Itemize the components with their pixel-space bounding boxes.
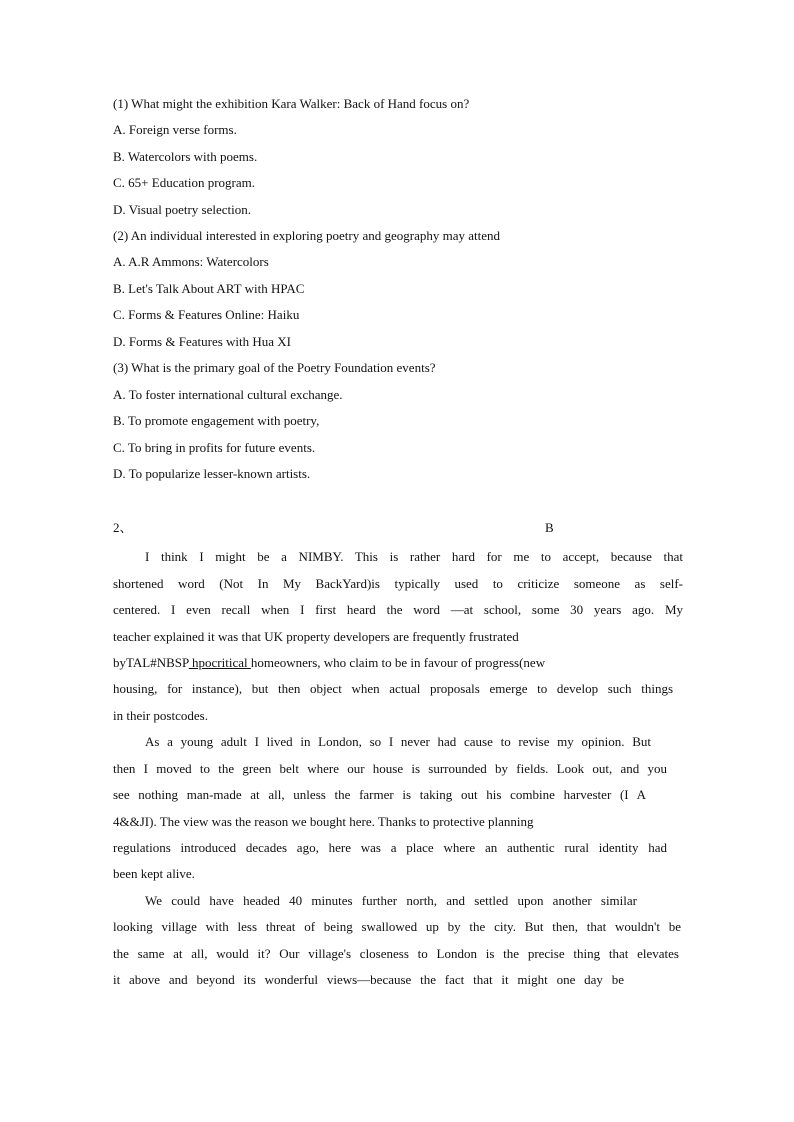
p3-line-2: looking village with less threat of being swallowed up by the city. But then, that wouldn't be: [113, 919, 681, 934]
question-1-option-a: A. Foreign verse forms.: [113, 122, 237, 137]
p2-line-4: 4&&JI). The view was the reason we bought here. Thanks to protective planning: [113, 814, 534, 829]
p1-line-7: in their postcodes.: [113, 708, 208, 723]
question-1-stem: (1) What might the exhibition Kara Walker: Back of Hand focus on?: [113, 96, 470, 111]
question-1-option-b: B. Watercolors with poems.: [113, 149, 258, 164]
p3-line-4: it above and beyond its wonderful views—because the fact that it might one day be: [113, 972, 624, 987]
p2-line-6: been kept alive.: [113, 866, 195, 881]
question-2-option-d: D. Forms & Features with Hua XI: [113, 334, 292, 349]
question-2-option-c: C. Forms & Features Online: Haiku: [113, 307, 300, 322]
p1-line-5-pre: byTAL#NBSP: [113, 655, 189, 670]
p1-line-3: centered. I even recall when I first heard the word —at school, some 30 years ago. My: [113, 602, 683, 617]
question-2-option-b: B. Let's Talk About ART with HPAC: [113, 281, 305, 296]
p3-line-1: We could have headed 40 minutes further north, and settled upon another similar: [145, 893, 637, 908]
p3-line-3: the same at all, would it? Our village's closeness to London is the precise thing that elevates: [113, 946, 679, 961]
question-2-option-a: A. A.R Ammons: Watercolors: [113, 254, 269, 269]
p1-line-6: housing, for instance), but then object when actual proposals emerge to develop such things: [113, 681, 673, 696]
section-letter: B: [545, 520, 554, 535]
section-number: 2、: [113, 520, 133, 535]
p2-line-3: see nothing man-made at all, unless the farmer is taking out his combine harvester (I A: [113, 787, 646, 802]
p1-line-2: shortened word (Not In My BackYard)is typically used to criticize someone as self-: [113, 576, 683, 591]
question-3-option-d: D. To popularize lesser-known artists.: [113, 466, 311, 481]
question-2-stem: (2) An individual interested in exploring poetry and geography may attend: [113, 228, 501, 243]
p1-line-1: I think I might be a NIMBY. This is rather hard for me to accept, because that: [145, 549, 683, 564]
p1-line-4: teacher explained it was that UK property developers are frequently frustrated: [113, 629, 519, 644]
underlined-blank-word: hpocritical: [188, 655, 251, 670]
p1-line-5: [113, 655, 683, 671]
p1-line-5-post: homeowners, who claim to be in favour of progress(new: [250, 655, 546, 670]
question-3-option-a: A. To foster international cultural exchange.: [113, 387, 343, 402]
question-3-option-b: B. To promote engagement with poetry,: [113, 413, 320, 428]
question-3-stem: (3) What is the primary goal of the Poetry Foundation events?: [113, 360, 436, 375]
p2-line-5: regulations introduced decades ago, here was a place where an authentic rural identity had: [113, 840, 667, 855]
p2-line-2: then I moved to the green belt where our house is surrounded by fields. Look out, and you: [113, 761, 667, 776]
question-1-option-d: D. Visual poetry selection.: [113, 202, 251, 217]
p2-line-1: As a young adult I lived in London, so I never had cause to revise my opinion. But: [145, 734, 651, 749]
question-1-option-c: C. 65+ Education program.: [113, 175, 255, 190]
question-3-option-c: C. To bring in profits for future events.: [113, 440, 316, 455]
